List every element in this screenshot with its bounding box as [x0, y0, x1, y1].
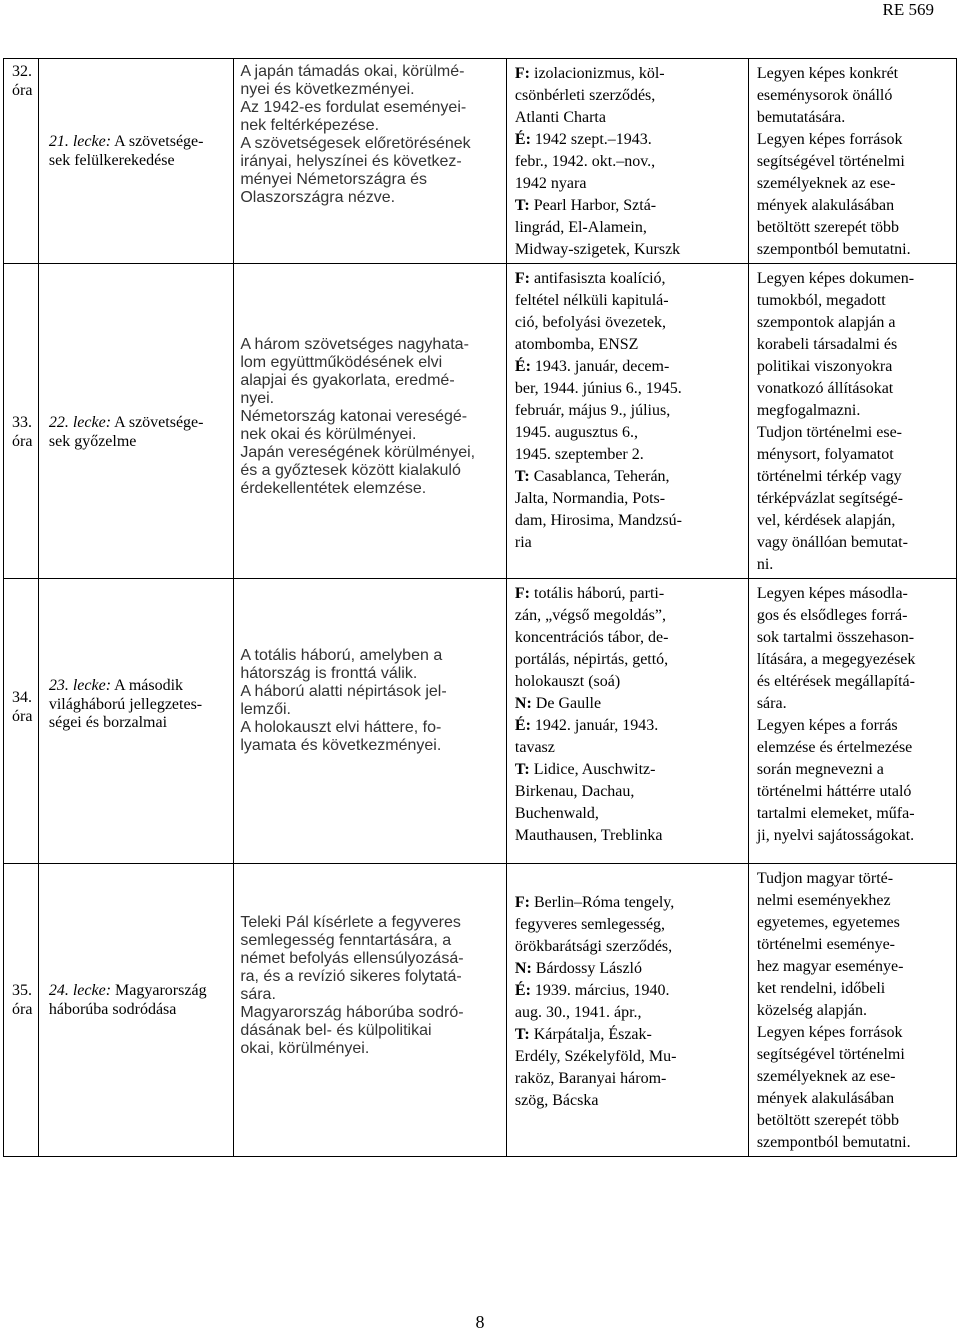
- hour-number: 33.: [12, 414, 32, 431]
- lesson-hour-cell: [4, 579, 39, 864]
- concept-value: 1942. január, 1943. tavasz: [514, 717, 659, 756]
- content-cell: [234, 59, 507, 264]
- lesson-label: 24. lecke:: [48, 982, 112, 999]
- lesson-title: A szövetsége- sek győzelme: [48, 414, 204, 450]
- hour-word: óra: [12, 707, 33, 725]
- concept-entry: [515, 63, 743, 129]
- skills-text: Legyen képes dokumen- tumokból, megadott szempontok alapján a korabeli társadalmi és politikai viszonyokra vonatkozó állításokat megfogalmazni. Tudjon történelmi ese- ménysort, folyamatot történelmi térkép vagy térképvázlat segítségé- vel, kérdések alapján, vagy önállóan bemutat- ni.: [756, 270, 915, 573]
- concepts-cell: [506, 579, 748, 864]
- table-row: [4, 264, 957, 579]
- skills-cell: [748, 579, 956, 864]
- content-text: A három szövetséges nagyhata- lom együttműködésének elvi alapjai és gyakorlata, eredmé- nyei. Németország katonai vereségé- nek okai és körülményei. Japán vereségének körülményei, és a győztesek között kialakuló érdekellentétek elemzése.: [240, 336, 476, 497]
- lesson-title-cell: [38, 59, 233, 264]
- concept-value: antifasiszta koalíció, feltétel nélküli kapitulá- ció, befolyási övezetek, atombomba, ENSZ: [514, 270, 669, 353]
- concept-entry: [515, 693, 743, 715]
- concept-key: T:: [514, 197, 530, 214]
- skills-text: Tudjon magyar törté- nelmi eseményekhez egyetemes, egyetemes történelmi eseménye- hez magyar eseménye- ket rendelni, időbeli közelség alapján. Legyen képes források segítségével történelmi személyeknek az ese- mények alakulásában betöltött szerepét több szempontból bemutatni.: [756, 870, 911, 1151]
- concept-entry: [515, 1024, 743, 1112]
- concept-key: F:: [514, 585, 530, 602]
- concept-entry: [515, 195, 743, 261]
- concept-value: 1943. január, decem- ber, 1944. június 6., 1945. február, május 9., július, 1945. augusztus 6., 1945. szeptember 2.: [514, 358, 682, 463]
- concept-key: É:: [514, 358, 531, 375]
- concept-entry: [515, 958, 743, 980]
- concept-key: T:: [514, 761, 530, 778]
- lesson-title-cell: [38, 264, 233, 579]
- concept-value: Lidice, Auschwitz- Birkenau, Dachau, Buchenwald, Mauthausen, Treblinka: [514, 761, 663, 844]
- content-text: A totális háború, amelyben a hátország is fronttá válik. A háború alatti népirtások jel- lemzői. A holokauszt elvi háttere, fo- lyamata és következményei.: [240, 647, 447, 754]
- concept-value: Casablanca, Teherán, Jalta, Normandia, Pots- dam, Hirosima, Mandzsú- ria: [514, 468, 682, 551]
- concept-entry: [515, 892, 743, 958]
- concept-value: izolacionizmus, köl- csönbérleti szerződés, Atlanti Charta: [514, 65, 665, 126]
- concept-key: F:: [514, 65, 530, 82]
- curriculum-table: [3, 58, 957, 1157]
- concept-value: 1939. március, 1940. aug. 30., 1941. ápr.,: [514, 982, 670, 1021]
- concept-key: F:: [514, 270, 530, 287]
- concepts-cell: [506, 864, 748, 1157]
- concept-entry: [515, 268, 743, 356]
- concept-value: 1942 szept.–1943. febr., 1942. okt.–nov., 1942 nyara: [514, 131, 656, 192]
- skills-cell: [748, 264, 956, 579]
- table-row: [4, 579, 957, 864]
- concept-entry: [515, 759, 743, 847]
- concept-key: N:: [514, 960, 532, 977]
- concept-value: De Gaulle: [531, 695, 602, 712]
- concept-entry: [515, 980, 743, 1024]
- hour-number: 32.: [12, 63, 32, 80]
- hour-word: óra: [12, 81, 33, 99]
- concepts-cell: [506, 264, 748, 579]
- lesson-title: A szövetsége- sek felülkerekedése: [48, 133, 204, 169]
- concept-entry: [515, 129, 743, 195]
- lesson-label: 21. lecke:: [48, 133, 112, 150]
- concept-entry: [515, 466, 743, 554]
- concept-value: Pearl Harbor, Sztá- lingrád, El-Alamein, Midway-szigetek, Kurszk: [514, 197, 681, 258]
- hour-number: 34.: [12, 689, 32, 706]
- concept-entry: [515, 356, 743, 466]
- hour-word: óra: [12, 432, 33, 450]
- lesson-title-cell: [38, 579, 233, 864]
- lesson-title-cell: [38, 864, 233, 1157]
- lesson-title: Magyarország háborúba sodródása: [48, 982, 207, 1018]
- table-row: [4, 864, 957, 1157]
- content-cell: [234, 864, 507, 1157]
- concept-value: Kárpátalja, Észak- Erdély, Székelyföld, Mu- raköz, Baranyai három- szög, Bácska: [514, 1026, 677, 1109]
- concept-key: F:: [514, 894, 530, 911]
- concept-value: Bárdossy László: [531, 960, 642, 977]
- concept-value: totális háború, parti- zán, „végső megoldás”, koncentrációs tábor, de- portálás, népirtás, gettó, holokauszt (soá): [514, 585, 669, 690]
- skills-text: Legyen képes konkrét eseménysorok önálló bemutatására. Legyen képes források segítségével történelmi személyeknek az ese- mények alakulásában betöltött szerepét több szempontból bemutatni.: [756, 65, 911, 258]
- content-text: Teleki Pál kísérlete a fegyveres semlegesség fenntartására, a német befolyás ellensúlyozásá- ra, és a revízió sikeres folytatá- sára. Magyarország háborúba sodró- dásának bel- és külpolitikai okai, körülményei.: [240, 914, 464, 1057]
- lesson-hour-cell: [4, 264, 39, 579]
- page-number: 8: [475, 1312, 485, 1332]
- hour-number: 35.: [12, 982, 32, 999]
- concept-key: É:: [514, 982, 531, 999]
- concept-key: É:: [514, 131, 531, 148]
- concept-key: N:: [514, 695, 532, 712]
- concepts-cell: [506, 59, 748, 264]
- lesson-label: 23. lecke:: [48, 677, 112, 694]
- skills-cell: [748, 864, 956, 1157]
- lesson-title: A második világháború jellegzetes- ségei és borzalmai: [48, 677, 203, 731]
- concept-key: T:: [514, 1026, 530, 1043]
- lesson-label: 22. lecke:: [48, 414, 112, 431]
- hour-word: óra: [12, 1000, 33, 1018]
- document-code: RE 569: [882, 0, 934, 19]
- concept-value: Berlin–Róma tengely, fegyveres semlegesség, örökbarátsági szerződés,: [514, 894, 675, 955]
- content-cell: [234, 579, 507, 864]
- lesson-hour-cell: [4, 864, 39, 1157]
- skills-cell: [748, 59, 956, 264]
- concept-key: É:: [514, 717, 531, 734]
- concept-key: T:: [514, 468, 530, 485]
- concept-entry: [515, 583, 743, 693]
- content-cell: [234, 264, 507, 579]
- table-row: [4, 59, 957, 264]
- skills-text: Legyen képes másodla- gos és elsődleges forrá- sok tartalmi összehason- lítására, a megegyezések és eltérések megállapítá- sára. Legyen képes a forrás elemzése és értelmezése során megnevezni a történelmi háttérre utaló tartalmi elemeket, műfa- ji, nyelvi sajátosságokat.: [756, 585, 916, 844]
- lesson-hour-cell: [4, 59, 39, 264]
- content-text: A japán támadás okai, körülmé- nyei és következményei. Az 1942-es fordulat eseményei- nek feltérképezése. A szövetségesek előretörésének irányai, helyszínei és következ- ményei Németországra és Olaszországra nézve.: [240, 63, 471, 206]
- concept-entry: [515, 715, 743, 759]
